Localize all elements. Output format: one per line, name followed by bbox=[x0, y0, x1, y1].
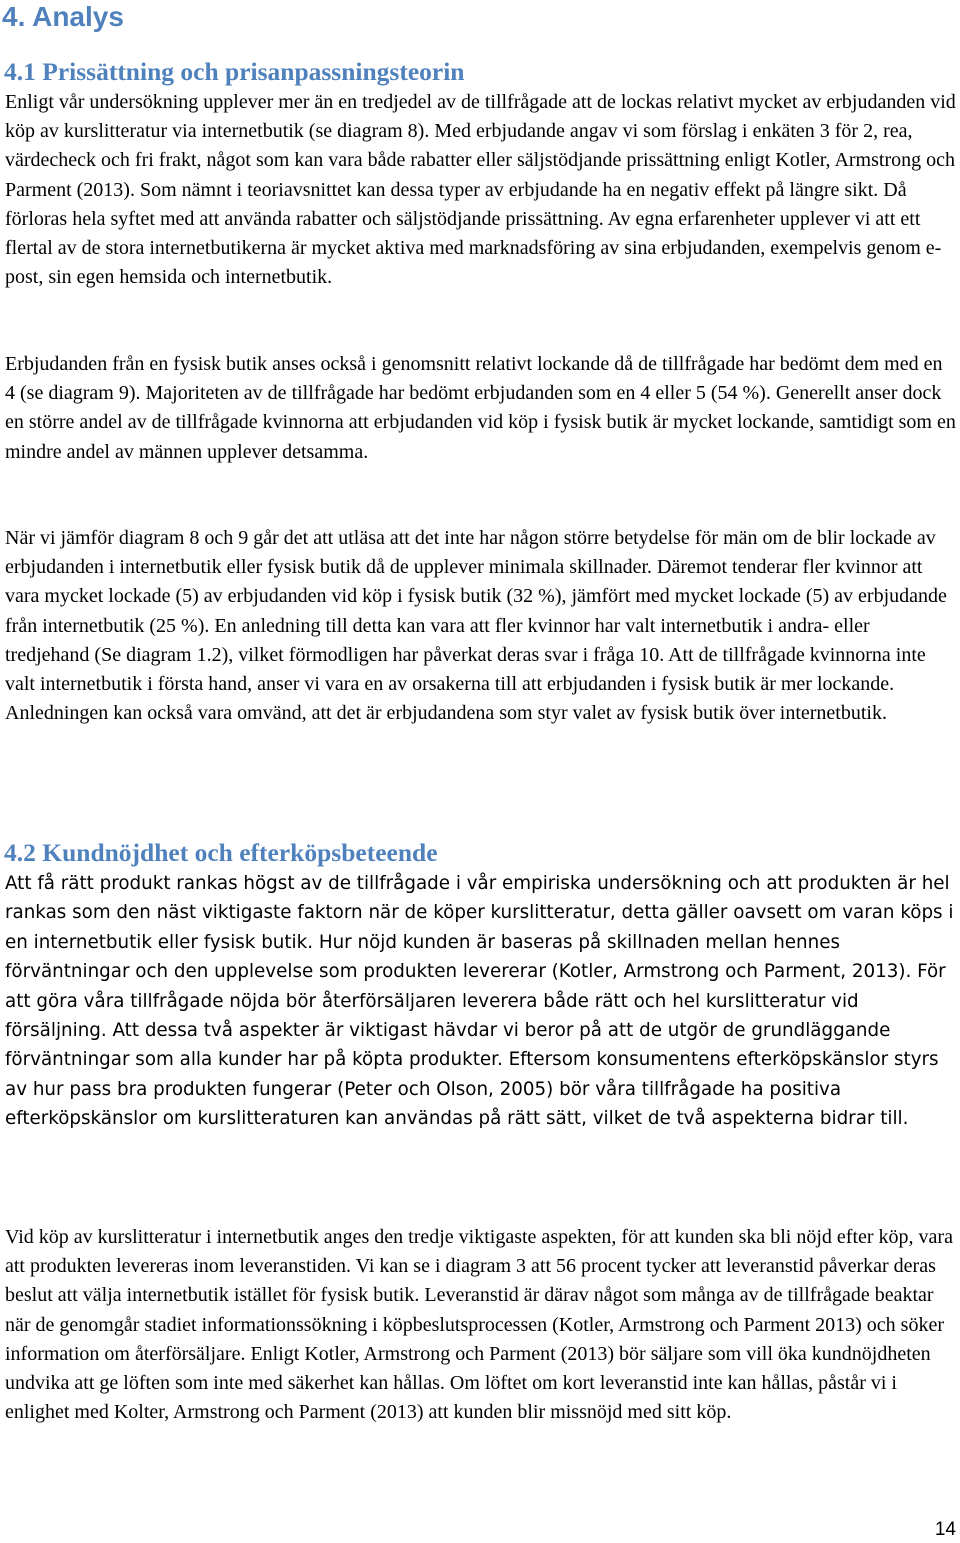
page-number: 14 bbox=[934, 1519, 956, 1540]
paragraph-4-1-c: När vi jämför diagram 8 och 9 går det att utläsa att det inte har någon större betydelse för män om de blir lockade av erbjudanden i internetbutik eller fysisk butik då de upplever minimala skillnader. Däremot tenderar fler kvinnor att vara mycket lockade (5) av erbjudanden vid köp i fysisk butik (32 %), jämfört med mycket lockade (5) av erbjudande från internetbutik (25 %). En anledning till detta kan vara att fler kvinnor har valt internetbutik i andra- eller tredjehand (Se diagram 1.2), vilket förmodligen har påverkat deras svar i fråga 10. Att de tillfrågade kvinnorna inte valt internetbutik i första hand, anser vi vara en av orsakerna till att erbjudanden i fysisk butik är mer lockande. Anledningen kan också vara omvänd, att det är erbjudandena som styr valet av fysisk butik över internetbutik. bbox=[5, 527, 947, 725]
paragraph-4-2-b: Vid köp av kurslitteratur i internetbutik anges den tredje viktigaste aspekten, för att kunden ska bli nöjd efter köp, vara att produkten levereras inom leveranstiden. Vi kan se i diagram 3 att 56 procent tycker att leveranstid påverkar deras beslut att välja internetbutik istället för fysisk butik. Leveranstid är därav något som många av de tillfrågade beaktar när de genomgår stadiet informationssökning i köpbeslutsprocessen (Kotler, Armstrong och Parment 2013) och söker information om återförsäljare. Enligt Kotler, Armstrong och Parment (2013) bör säljare som vill öka kundnöjdheten undvika att ge löften som inte med säkerhet kan hållas. Om löftet om kort leveranstid inte kan hållas, påstår vi i enlighet med Kolter, Armstrong och Parment (2013) att kunden blir missnöjd med sitt köp. bbox=[5, 1226, 953, 1424]
paragraph-4-2-a: Att få rätt produkt rankas högst av de tillfrågade i vår empiriska undersökning och att produkten är hel rankas som den näst viktigaste faktorn när de köper kurslitteratur, detta gäller oavsett om varan köps i en internetbutik eller fysisk butik. Hur nöjd kunden är baseras på skillnaden mellan hennes förväntningar och den upplevelse som produkten levererar (Kotler, Armstrong och Parment, 2013). För att göra våra tillfrågade nöjda bör återförsäljaren leverera både rätt och hel kurslitteratur vid försäljning. Att dessa två aspekter är viktigast hävdar vi beror på att de utgör de grundläggande förväntningar som alla kunder har på köpta produkter. Eftersom konsumentens efterköpskänslor styrs av hur pass bra produkten fungerar (Peter och Olson, 2005) bör våra tillfrågade ha positiva efterköpskänslor om kurslitteraturen kan användas på rätt sätt, vilket de två aspekterna bidrar till. bbox=[5, 873, 954, 1130]
paragraph-4-1-b: Erbjudanden från en fysisk butik anses också i genomsnitt relativt lockande då de tillfrågade har bedömt dem med en 4 (se diagram 9). Majoriteten av de tillfrågade har bedömt erbjudanden som en 4 eller 5 (54 %). Generellt anser dock en större andel av de tillfrågade kvinnorna att erbjudanden vid köp i fysisk butik är mycket lockande, samtidigt som en mindre andel av männen upplever detsamma. bbox=[5, 353, 956, 463]
chapter-heading: 4. Analys bbox=[2, 1, 124, 32]
section-title-4-2: 4.2 Kundnöjdhet och efterköpsbeteende bbox=[4, 838, 438, 867]
paragraph-4-1-a: Enligt vår undersökning upplever mer än en tredjedel av de tillfrågade att de lockas relativt mycket av erbjudanden vid köp av kurslitteratur via internetbutik (se diagram 8). Med erbjudande angav vi som förslag i enkäten 3 för 2, rea, värdecheck och fri frakt, något som kan vara både rabatter eller säljstödjande prissättning enligt Kotler, Armstrong och Parment (2013). Som nämnt i teoriavsnittet kan dessa typer av erbjudande ha en negativ effekt på längre sikt. Då förloras hela syftet med att använda rabatter och säljstödjande prissättning. Av egna erfarenheter upplever vi att ett flertal av de stora internetbutikerna är mycket aktiva med marknadsföring av sina erbjudanden, exempelvis genom e-post, sin egen hemsida och internetbutik. bbox=[5, 91, 956, 289]
section-title-4-1: 4.1 Prissättning och prisanpassningsteorin bbox=[4, 57, 465, 86]
